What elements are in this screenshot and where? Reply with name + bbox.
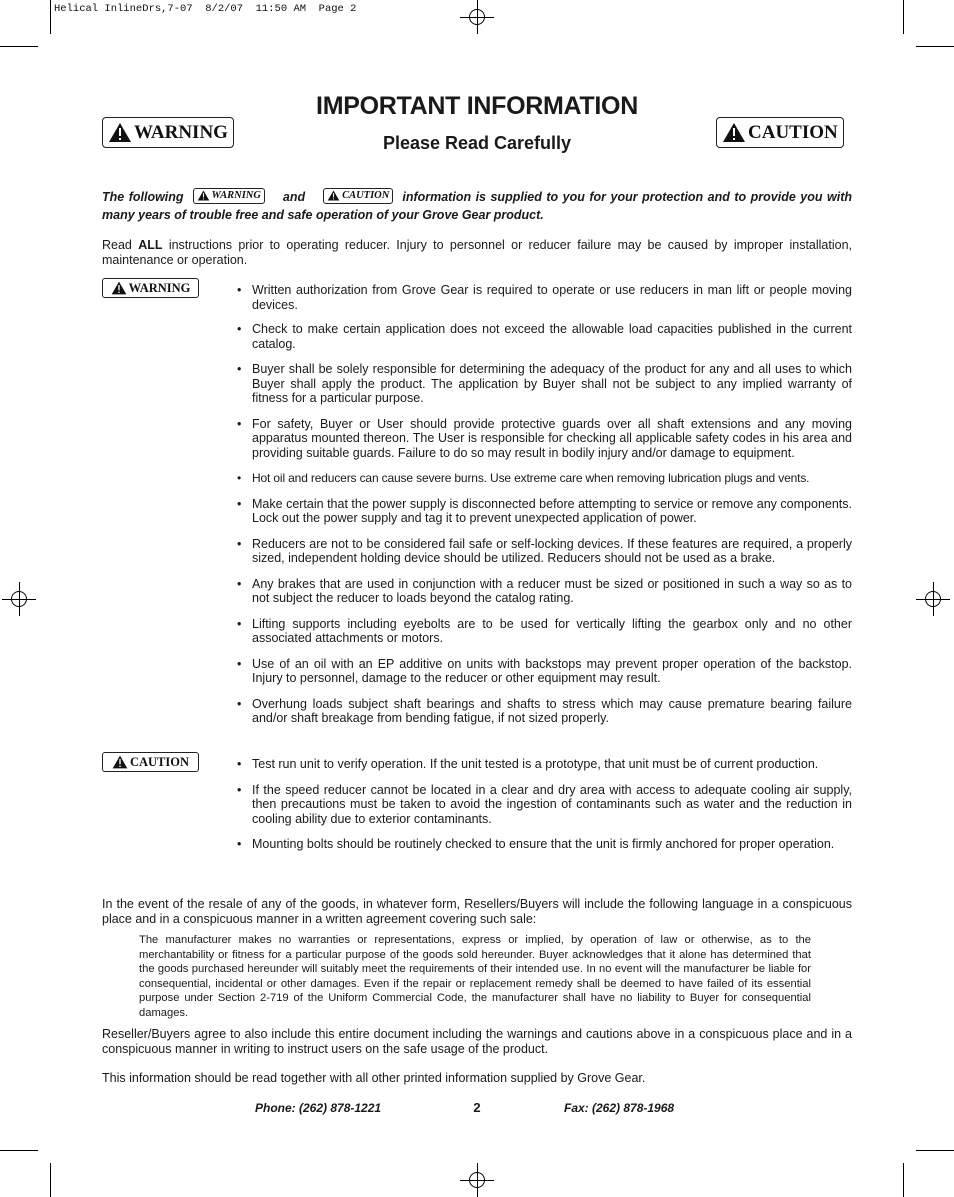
list-item: • Use of an oil with an EP additive on units with backstops may prevent proper operation of the backstop. Injury to personnel, damage to the reducer or other equipment may result. — [236, 657, 852, 686]
registration-mark-left — [2, 582, 36, 616]
registration-mark-right — [916, 582, 950, 616]
list-item: • If the speed reducer cannot be located in a clear and dry area with access to adequate cooling air supply, then precautions must be taken to avoid the ingestion of contaminants such as water and the reduction in cooling ability due to exterior contaminants. — [236, 783, 852, 827]
list-item: • Buyer shall be solely responsible for determining the adequacy of the product for any and all uses to which Buyer shall apply the product. The application by Buyer shall not be subject to any implied warranty of fitness for a particular purpose. — [236, 362, 852, 406]
read-all-paragraph: Read ALL instructions prior to operating reducer. Injury to personnel or reducer failure may be caused by improper installation, maintenance or operation. — [102, 238, 852, 267]
list-item: • Overhung loads subject shaft bearings and shafts to stress which may cause premature bearing failure and/or shaft breakage from bending fatigue, if not sized properly. — [236, 697, 852, 726]
list-item: • Any brakes that are used in conjunction with a reducer must be sized or positioned in such a way so as to not subject the reducer to loads beyond the catalog rating. — [236, 577, 852, 606]
disclaimer-block: The manufacturer makes no warranties or representations, express or implied, by operation of law or otherwise, as to the merchantability or fitness for a particular purpose of the goods sold hereunder. Buyer acknowledges that it alone has determined that the goods purchased hereunder will suitably meet the requirements of their intended use. In no event will the manufacturer be liable for consequential, incidental or other damages. Even if the repair or replacement remedy shall be deemed to have failed of its essential purpose under Section 2-719 of the Uniform Commercial Code, the manufacturer shall have no liability to Buyer for consequential damages. — [139, 934, 811, 1019]
caution-triangle-icon — [112, 755, 128, 769]
list-item: • Make certain that the power supply is disconnected before attempting to service or remove any components. Lock out the power supply and tag it to prevent unexpected application of power. — [236, 497, 852, 526]
intro-the-following: The following — [102, 190, 184, 204]
caution-triangle-icon — [722, 122, 746, 143]
caution-label: CAUTION — [129, 754, 190, 769]
list-item: • Test run unit to verify operation. If the unit tested is a prototype, that unit must be of current production. — [236, 757, 852, 772]
list-item: • Lifting supports including eyebolts are to be used for vertically lifting the gearbox only and no other associated attachments or motors. — [236, 617, 852, 646]
page-title: IMPORTANT INFORMATION — [316, 92, 638, 120]
warning-triangle-icon — [108, 122, 132, 143]
list-item: • Reducers are not to be considered fail safe or self-locking devices. If these features are required, a properly sized, independent holding device should be utilized. Reducers should not be used as a brake. — [236, 537, 852, 566]
list-item: • For safety, Buyer or User should provide protective guards over all shaft extensions and any moving apparatus mounted thereon. The User is responsible for checking all applicable safety codes in his area and providing suitable guards. Failure to do so may result in bodily injury and/or damage to equipment. — [236, 417, 852, 461]
crop-mark — [0, 46, 38, 47]
resale-paragraph: In the event of the resale of any of the goods, in whatever form, Resellers/Buyers will include the following language in a conspicuous place and in a conspicuous manner in a written agreement covering such sale: — [102, 897, 852, 926]
crop-mark — [0, 1150, 38, 1151]
closing-paragraph: This information should be read together with all other printed information supplied by Grove Gear. — [102, 1071, 646, 1085]
read-all-emphasis: ALL — [138, 238, 163, 252]
list-item: • Check to make certain application does not exceed the allowable load capacities published in the current catalog. — [236, 322, 852, 351]
footer-phone: Phone: (262) 878-1221 — [255, 1101, 382, 1115]
crop-mark — [50, 1163, 51, 1197]
warning-badge-section — [102, 278, 199, 298]
page-number: 2 — [473, 1100, 481, 1115]
caution-label: CAUTION — [748, 121, 838, 143]
warning-label: WARNING — [211, 189, 261, 201]
caution-label: CAUTION — [342, 189, 390, 201]
list-item: • Mounting bolts should be routinely checked to ensure that the unit is firmly anchored for proper operation. — [236, 837, 852, 852]
crop-mark — [903, 1163, 904, 1197]
reseller-paragraph: Reseller/Buyers agree to also include this entire document including the warnings and cautions above in a conspicuous place and in a conspicuous manner in writing to instruct users on the safe usage of the product. — [102, 1027, 852, 1056]
caution-badge-section — [102, 752, 199, 772]
page-subtitle: Please Read Carefully — [382, 133, 572, 153]
caution-badge-header — [716, 117, 844, 148]
crop-mark — [916, 46, 954, 47]
warning-triangle-icon — [111, 281, 127, 295]
registration-mark-top — [460, 0, 494, 34]
warning-badge-header — [102, 117, 234, 148]
caution-triangle-icon — [327, 190, 340, 201]
list-item: • Hot oil and reducers can cause severe burns. Use extreme care when removing lubrication plugs and vents. — [236, 471, 852, 486]
warning-list — [236, 283, 852, 726]
warning-label: WARNING — [134, 121, 228, 143]
crop-mark — [916, 1150, 954, 1151]
print-slug: Helical InlineDrs,7-07 8/2/07 11:50 AM Page 2 — [54, 3, 357, 15]
crop-mark — [50, 0, 51, 34]
registration-mark-bottom — [460, 1163, 494, 1197]
warning-badge-inline — [193, 188, 265, 204]
list-item: • Written authorization from Grove Gear is required to operate or use reducers in man lift or people moving devices. — [236, 283, 852, 312]
caution-list — [236, 757, 852, 852]
intro-rest: information is supplied to you for your protection and to provide you with many years of trouble free and safe operation of your Grove Gear product. — [102, 190, 853, 222]
crop-mark — [903, 0, 904, 34]
caution-badge-inline — [323, 188, 393, 204]
warning-triangle-icon — [197, 190, 210, 201]
warning-label: WARNING — [128, 280, 191, 295]
footer-fax: Fax: (262) 878-1968 — [564, 1101, 675, 1115]
intro-paragraph — [102, 188, 852, 224]
intro-and: and — [282, 190, 306, 204]
